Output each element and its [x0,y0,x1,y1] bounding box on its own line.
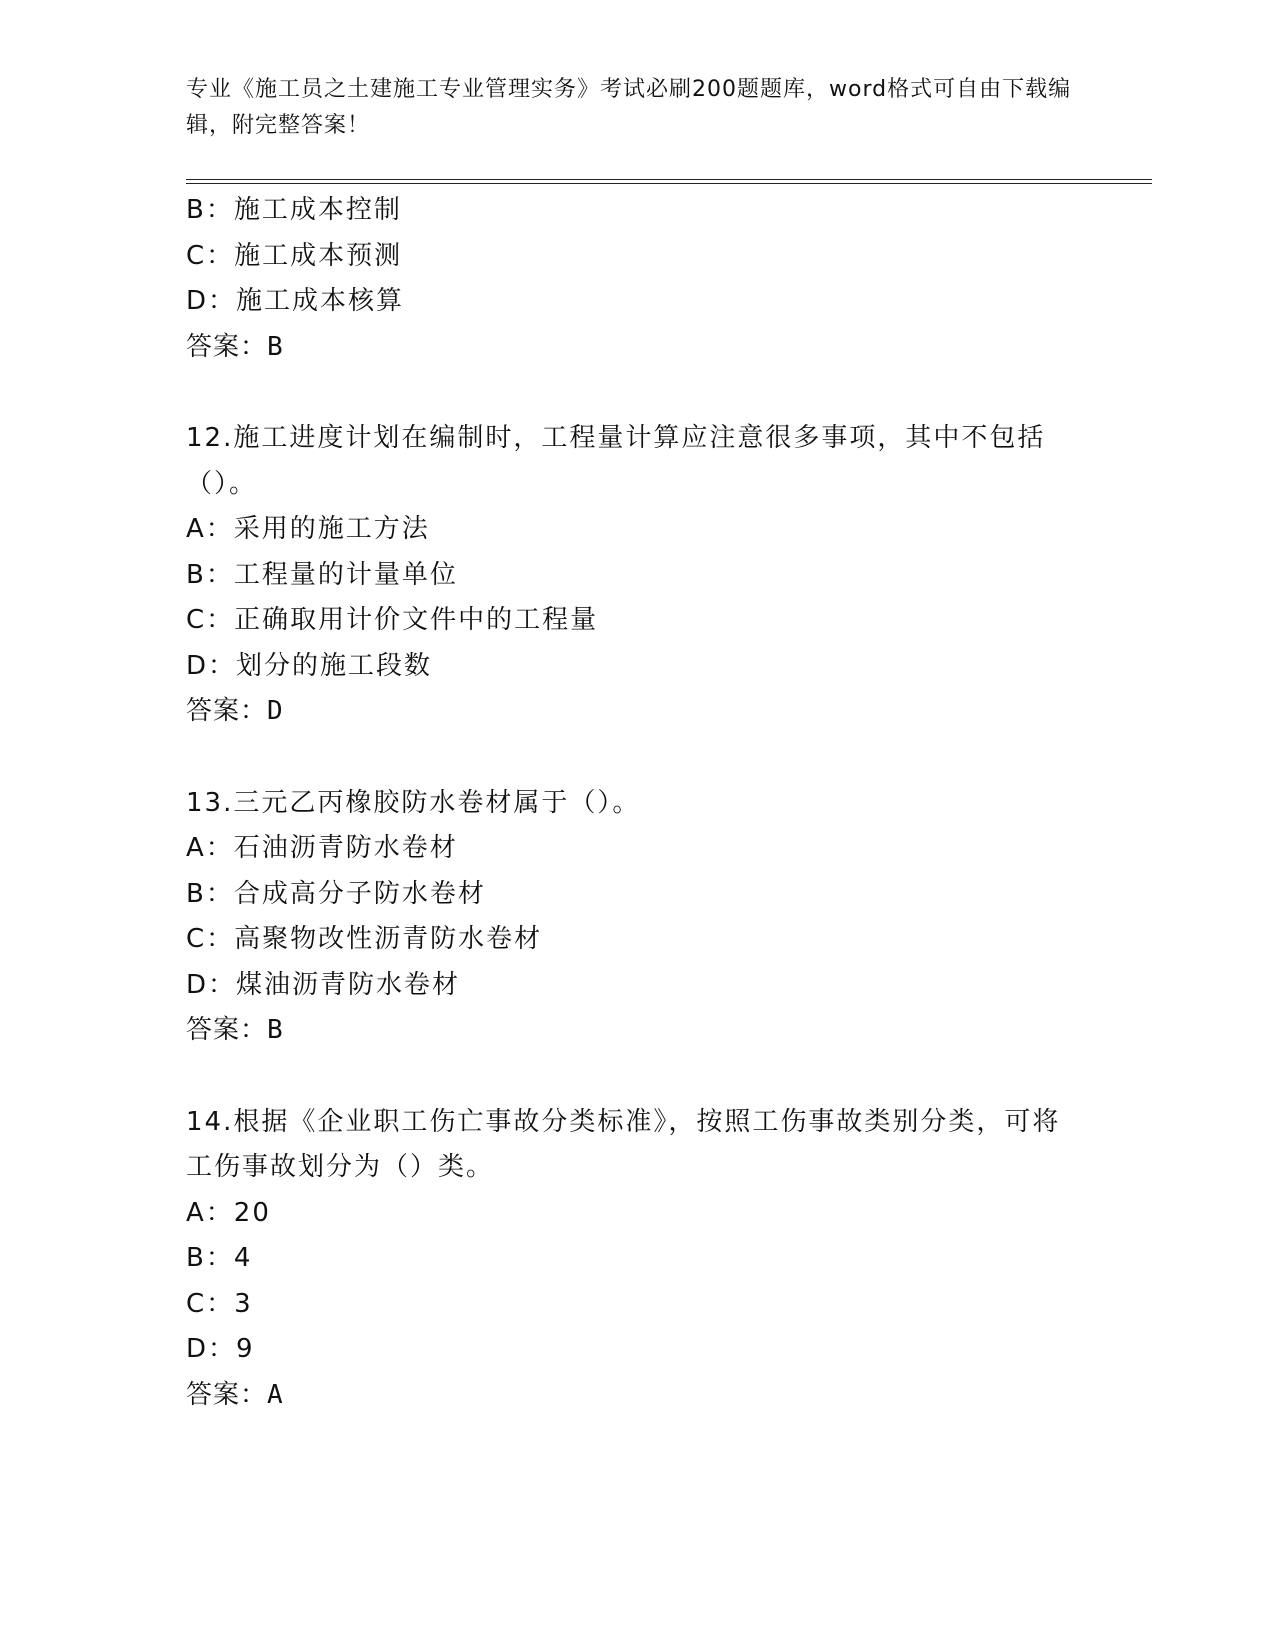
question-text: 13.三元乙丙橡胶防水卷材属于（）。 [186,787,641,818]
option-b: B：施工成本控制 [186,195,402,225]
spacer [186,735,1086,781]
question-12 [186,416,1086,735]
question-text: 12.施工进度计划在编制时，工程量计算应注意很多事项，其中不包括（）。 [186,423,1046,499]
question-list [186,188,1086,1418]
document-header [186,72,1086,144]
option-c: C：3 [186,1288,253,1319]
question-14 [186,1100,1086,1419]
answer-value: D [267,696,284,726]
answer-line [186,689,1086,735]
document-title: 专业《施工员之土建施工专业管理实务》考试必刷200题题库，word格式可自由下载编辑，附完整答案！ [186,77,1072,138]
option-a: A：石油沥青防水卷材 [186,833,458,863]
question-text: 14.根据《企业职工伤亡事故分类标准》，按照工伤事故类别分类，可将工伤事故划分为（）类。 [186,1106,1061,1182]
answer-value: B [267,331,284,362]
question-11 [186,188,1086,370]
answer-value: A [267,1379,284,1410]
answer-line [186,1373,1086,1419]
header-rule-top [186,179,1152,180]
option-c: C：高聚物改性沥青防水卷材 [186,924,543,954]
option-c: C：正确取用计价文件中的工程量 [186,605,599,635]
answer-label: 答案： [186,331,268,362]
answer-label: 答案： [186,1015,268,1045]
answer-label: 答案： [186,1379,268,1410]
option-c: C：施工成本预测 [186,240,403,271]
option-b: B：工程量的计量单位 [186,559,458,590]
header-rule-bottom [186,183,1152,184]
question-13 [186,781,1086,1054]
answer-line [186,1008,1086,1054]
answer-value: B [267,1015,284,1045]
option-d: D：9 [186,1334,255,1364]
spacer [186,370,1086,416]
option-b: B：合成高分子防水卷材 [186,878,486,909]
option-d: D：施工成本核算 [186,286,405,316]
option-a: A：20 [186,1197,271,1228]
answer-line [186,325,1086,371]
option-a: A：采用的施工方法 [186,514,430,544]
option-b: B：4 [186,1243,253,1273]
option-d: D：煤油沥青防水卷材 [186,969,461,1000]
option-d: D：划分的施工段数 [186,650,433,681]
answer-label: 答案： [186,696,268,726]
spacer [186,1054,1086,1100]
